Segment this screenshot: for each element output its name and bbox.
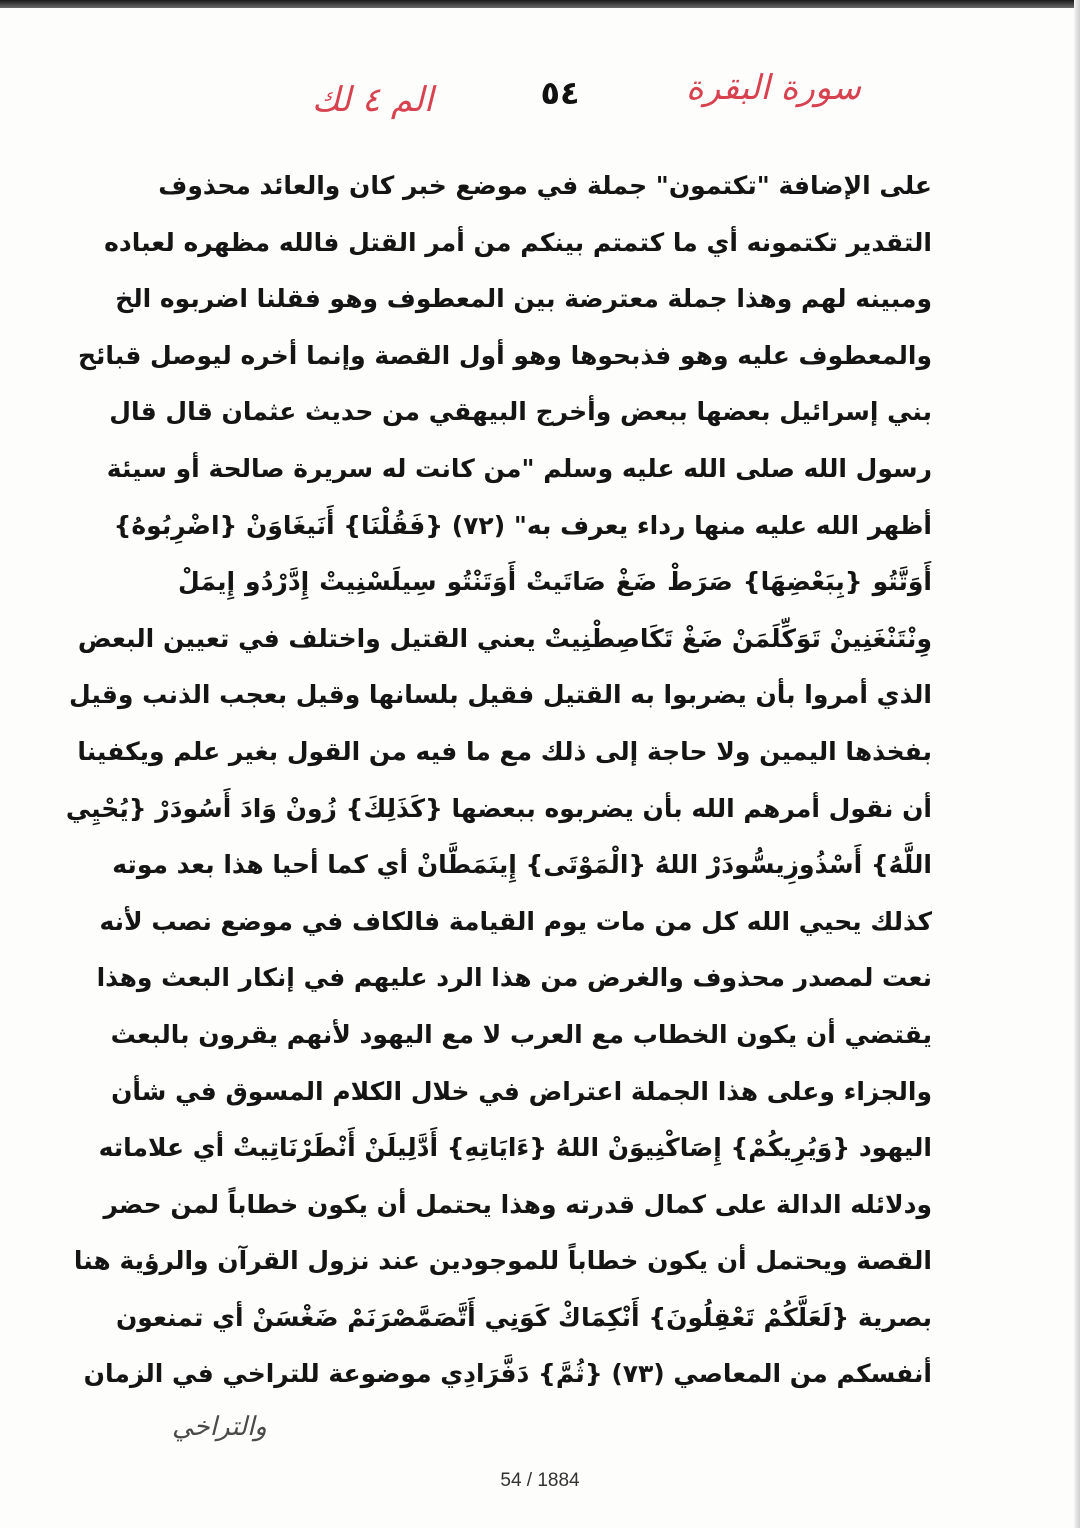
scan-edge-right [1074,0,1080,1528]
text-line: على الإضافة "تكتمون" جملة في موضع خبر كان والعائد محذوف [158,171,932,200]
text-line: أظهر الله عليه منها رداء يعرف به" (٧٢) {فَقُلْنَا} أَنَيغَاوَنْ {اضْرِبُوهُ} [113,510,932,540]
text-line: أَوَتَّتُو {بِبَعْضِهَا} صَرَطْ ضَغْ صَاتَيتْ أَوَتَنْتُو سِيلَسْنِيتْ إِدَّرْدُو إِيمَلْ [178,567,932,597]
text-line: نعت لمصدر محذوف والغرض من هذا الرد عليهم في إنكار البعث وهذا [96,963,932,993]
text-line: الذي أمروا بأن يضربوا به القتيل فقيل بلسانها وقيل بعجب الذنب وقيل [69,680,932,710]
text-line: كذلك يحيي الله كل من مات يوم القيامة فالكاف في موضع نصب لأنه [99,906,932,936]
text-line: اللَّهُ} أَسْذُوزِيسُّودَرْ اللهُ {الْمَوْتَى} إِينَمَطَّانْ أي كما أحيا هذا بعد موته [112,850,932,880]
scan-edge-top [0,0,1080,8]
text-line: بني إسرائيل بعضها ببعض وأخرج البيهقي من حديث عثمان قال قال [109,397,932,427]
text-line: أن نقول أمرهم الله بأن يضربوه ببعضها {كَذَلِكَ} زُونْ وَادَ أَسُودَرْ {يُحْيِي [65,793,932,823]
page-indicator: 54 / 1884 [500,1470,580,1491]
text-line: وِنْتَنْغَنِينْ تَوَكِّلَمَنْ ضَغْ تَكَاصِطْنِيتْ يعني القتيل واختلف في تعيين البعض [77,623,932,653]
text-line: بصرية {لَعَلَّكُمْ تَعْقِلُونَ} أَنْكِمَاكْ كَوَنِي أَتَّصَمَّصْرَنَمْ ضَغْسَنْ أي تمنعون [115,1302,932,1332]
text-line: رسول الله صلى الله عليه وسلم "من كانت له سريرة صالحة أو سيئة [106,453,932,483]
text-line: أنفسكم من المعاصي (٧٣) {ثُمَّ} دَفَّرَادِي موضوعة للتراخي في الزمان [83,1359,932,1389]
juz-label-handwritten: الم ٤ لك [312,80,434,120]
text-line: والجزاء وعلى هذا الجملة اعتراض في خلال الكلام المسوق في شأن [111,1076,932,1106]
text-line: ودلائله الدالة على كمال قدرته وهذا يحتمل أن يكون خطاباً لمن حضر [103,1189,932,1219]
text-line: القصة ويحتمل أن يكون خطاباً للموجودين عند نزول القرآن والرؤية هنا [73,1246,932,1276]
surah-name-handwritten: سورة البقرة [686,68,861,108]
text-line: ومبينه لهم وهذا جملة معترضة بين المعطوف وهو فقلنا اضربوه الخ [115,284,932,314]
text-line: اليهود {وَيُرِيكُمْ} إِصَاكْنِيوَنْ اللهُ {ءَايَاتِهِ} أَدَّلِيلَنْ أَنْطَرْنَاتِيتْ أي علاماته [98,1133,932,1163]
text-line: التقدير تكتمونه أي ما كتمتم بينكم من أمر القتل فالله مظهره لعباده [104,227,932,257]
tafsir-text [65,158,932,1403]
text-line: بفخذها اليمين ولا حاجة إلى ذلك مع ما فيه من القول بغير علم ويكفينا [77,736,932,766]
page-number: ٥٤ [540,74,580,112]
text-line: والمعطوف عليه وهو فذبحوها وهو أول القصة وإنما أخره ليوصل قبائح [77,340,932,370]
text-line: يقتضي أن يكون الخطاب مع العرب لا مع اليهود لأنهم يقرون بالبعث [110,1019,932,1049]
margin-handwritten-note: والتراخي [172,1412,267,1442]
